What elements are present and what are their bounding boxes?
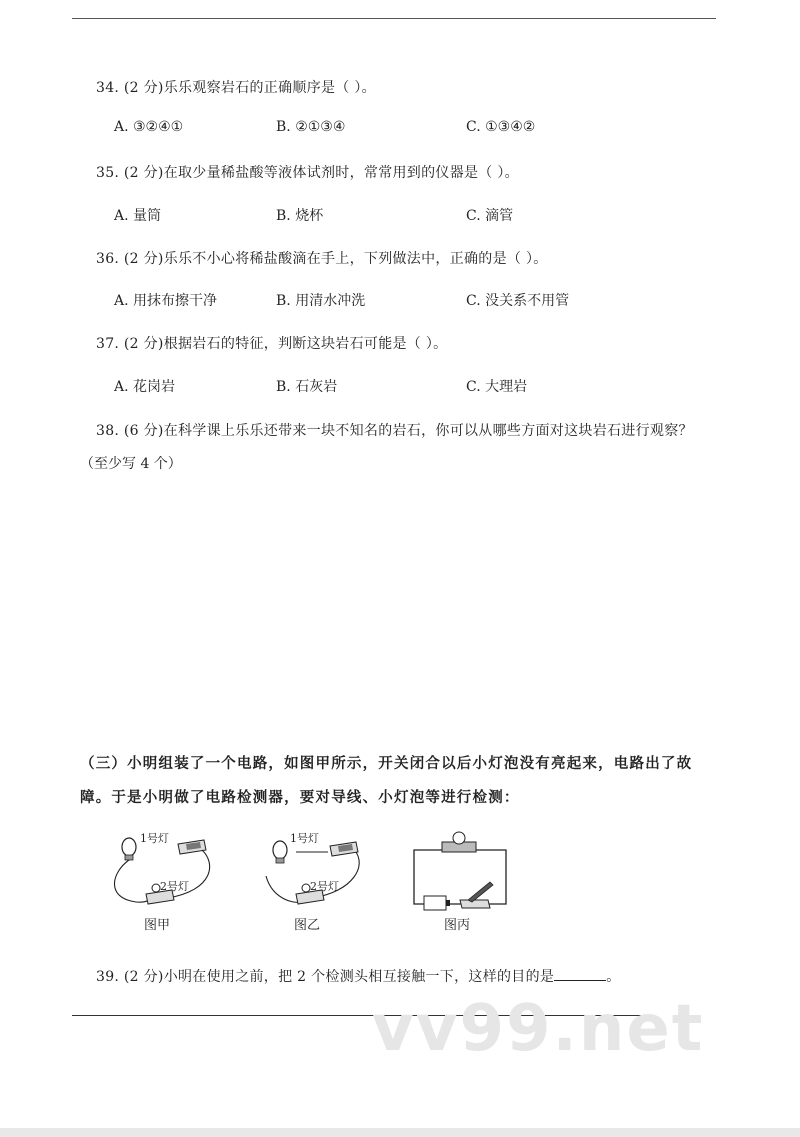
question-36: 36. (2 分)乐乐不小心将稀盐酸滴在手上，下列做法中，正确的是（ ）。 [96, 251, 548, 267]
bulb-1-icon [122, 838, 136, 856]
page-bottom-bar [0, 1128, 800, 1137]
question-37: 37. (2 分)根据岩石的特征，判断这块岩石可能是（ ）。 [96, 336, 448, 352]
question-35: 35. (2 分)在取少量稀盐酸等液体试剂时，常常用到的仪器是（ ）。 [96, 165, 519, 181]
q35-option-a[interactable]: A. 量筒 [114, 208, 162, 224]
question-39-end: 。 [606, 969, 621, 985]
q35-option-c[interactable]: C. 滴管 [466, 208, 514, 224]
top-rule [72, 18, 716, 19]
lamp-2-label: 2号灯 [160, 880, 189, 893]
watermark: vv99.net [372, 992, 705, 1066]
question-38: 38. (6 分)在科学课上乐乐还带来一块不知名的岩石，你可以从哪些方面对这块岩石进行观察？ [96, 423, 693, 439]
lamp-1-label: 1号灯 [140, 832, 169, 845]
circuit-diagram-jia [106, 828, 228, 910]
figure-bing [408, 828, 512, 912]
bulb-1-icon [273, 841, 287, 859]
bulb-icon [453, 832, 465, 844]
q36-option-b[interactable]: B. 用清水冲洗 [276, 293, 366, 309]
circuit-diagram-yi [262, 828, 374, 910]
switch-icon [468, 882, 493, 902]
figure-jia [106, 828, 228, 910]
section-3-line-1: （三）小明组装了一个电路，如图甲所示，开关闭合以后小灯泡没有亮起来，电路出了故 [80, 755, 693, 772]
q37-option-c[interactable]: C. 大理岩 [466, 379, 528, 395]
q34-option-b[interactable]: B. ②①③④ [276, 119, 346, 135]
question-39 [96, 966, 621, 986]
q37-option-b[interactable]: B. 石灰岩 [276, 379, 338, 395]
battery-icon [424, 896, 446, 910]
q36-option-c[interactable]: C. 没关系不用管 [466, 293, 570, 309]
q34-option-c[interactable]: C. ①③④② [466, 119, 536, 135]
question-39-stem: 39. (2 分)小明在使用之前，把 2 个检测头相互接触一下，这样的目的是 [96, 969, 555, 985]
q36-option-a[interactable]: A. 用抹布擦干净 [114, 293, 218, 309]
circuit-diagram-bing [408, 828, 512, 912]
q34-option-a[interactable]: A. ③②④① [114, 119, 184, 135]
answer-blank[interactable] [554, 968, 606, 981]
bulb-2-icon [302, 884, 310, 892]
q35-option-b[interactable]: B. 烧杯 [276, 208, 324, 224]
q37-option-a[interactable]: A. 花岗岩 [114, 379, 176, 395]
lamp-1-label: 1号灯 [290, 832, 319, 845]
question-34: 34. (2 分)乐乐观察岩石的正确顺序是（ ）。 [96, 80, 376, 96]
lamp-2-label: 2号灯 [310, 880, 339, 893]
figure-yi-caption: 图乙 [294, 918, 321, 933]
section-3-line-2: 障。于是小明做了电路检测器，要对导线、小灯泡等进行检测： [80, 789, 520, 806]
figure-jia-caption: 图甲 [144, 918, 171, 933]
figure-yi [262, 828, 374, 910]
bulb-2-icon [152, 884, 160, 892]
figure-bing-caption: 图丙 [444, 918, 471, 933]
question-38-continuation: （至少写 4 个） [80, 456, 182, 472]
